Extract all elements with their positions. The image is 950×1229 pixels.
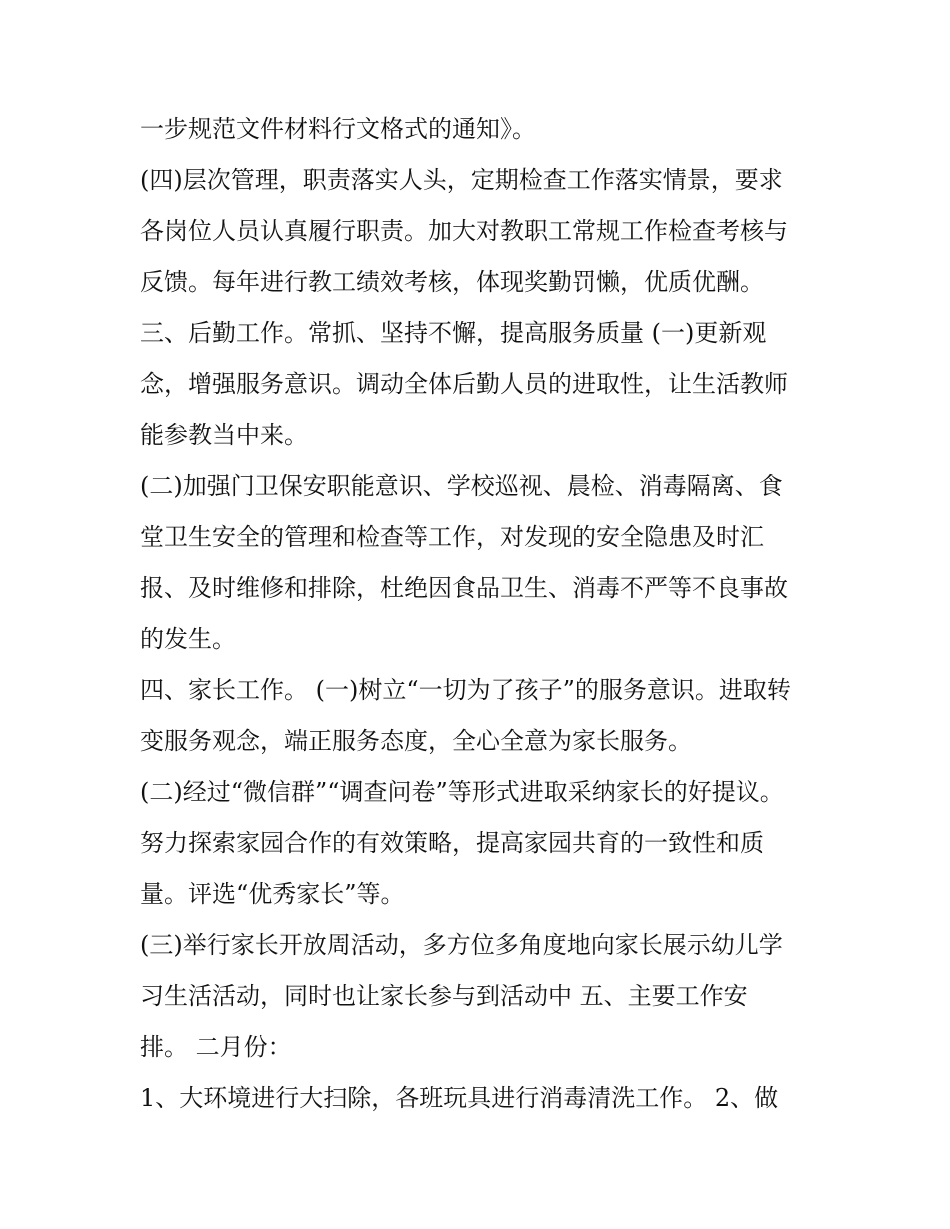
text-line: 反馈。每年进行教工绩效考核，体现奖勤罚懒，优质优酬。 [140,268,764,296]
text-line: 排。 二月份： [140,1033,292,1061]
text-line: 1、大环境进行大扫除，各班玩具进行消毒清洗工作。 2、做 [140,1084,779,1112]
text-line: 三、后勤工作。常抓、坚持不懈，提高服务质量 (一)更新观 [140,319,767,347]
text-line: 堂卫生安全的管理和检查等工作，对发现的安全隐患及时汇 [140,523,764,551]
text-line: (三)举行家长开放周活动，多方位多角度地向家长展示幼儿学 [140,931,783,959]
text-line: 各岗位人员认真履行职责。加大对教职工常规工作检查考核与 [140,217,788,245]
text-line: 报、及时维修和排除，杜绝因食品卫生、消毒不严等不良事故 [140,574,788,602]
text-line: 量。评选“优秀家长”等。 [140,880,405,908]
document-body [140,104,820,1124]
text-line: 努力探索家园合作的有效策略，提高家园共育的一致性和质 [140,829,764,857]
text-line: 习生活活动，同时也让家长参与到活动中 五、主要工作安 [140,982,748,1010]
text-line: (二)加强门卫保安职能意识、学校巡视、晨检、消毒隔离、食 [140,472,783,500]
text-line: 的发生。 [140,625,236,653]
text-line: 能参教当中来。 [140,421,308,449]
text-line: (二)经过“微信群”“调查问卷”等形式进取采纳家长的好提议。 [140,778,784,806]
text-line: (四)层次管理，职责落实人头，定期检查工作落实情景，要求 [140,166,783,194]
text-line: 念，增强服务意识。调动全体后勤人员的进取性，让生活教师 [140,370,788,398]
text-line: 一步规范文件材料行文格式的通知》。 [140,115,536,143]
text-line: 四、家长工作。 (一)树立“一切为了孩子”的服务意识。进取转 [140,676,791,704]
text-line: 变服务观念，端正服务态度，全心全意为家长服务。 [140,727,692,755]
